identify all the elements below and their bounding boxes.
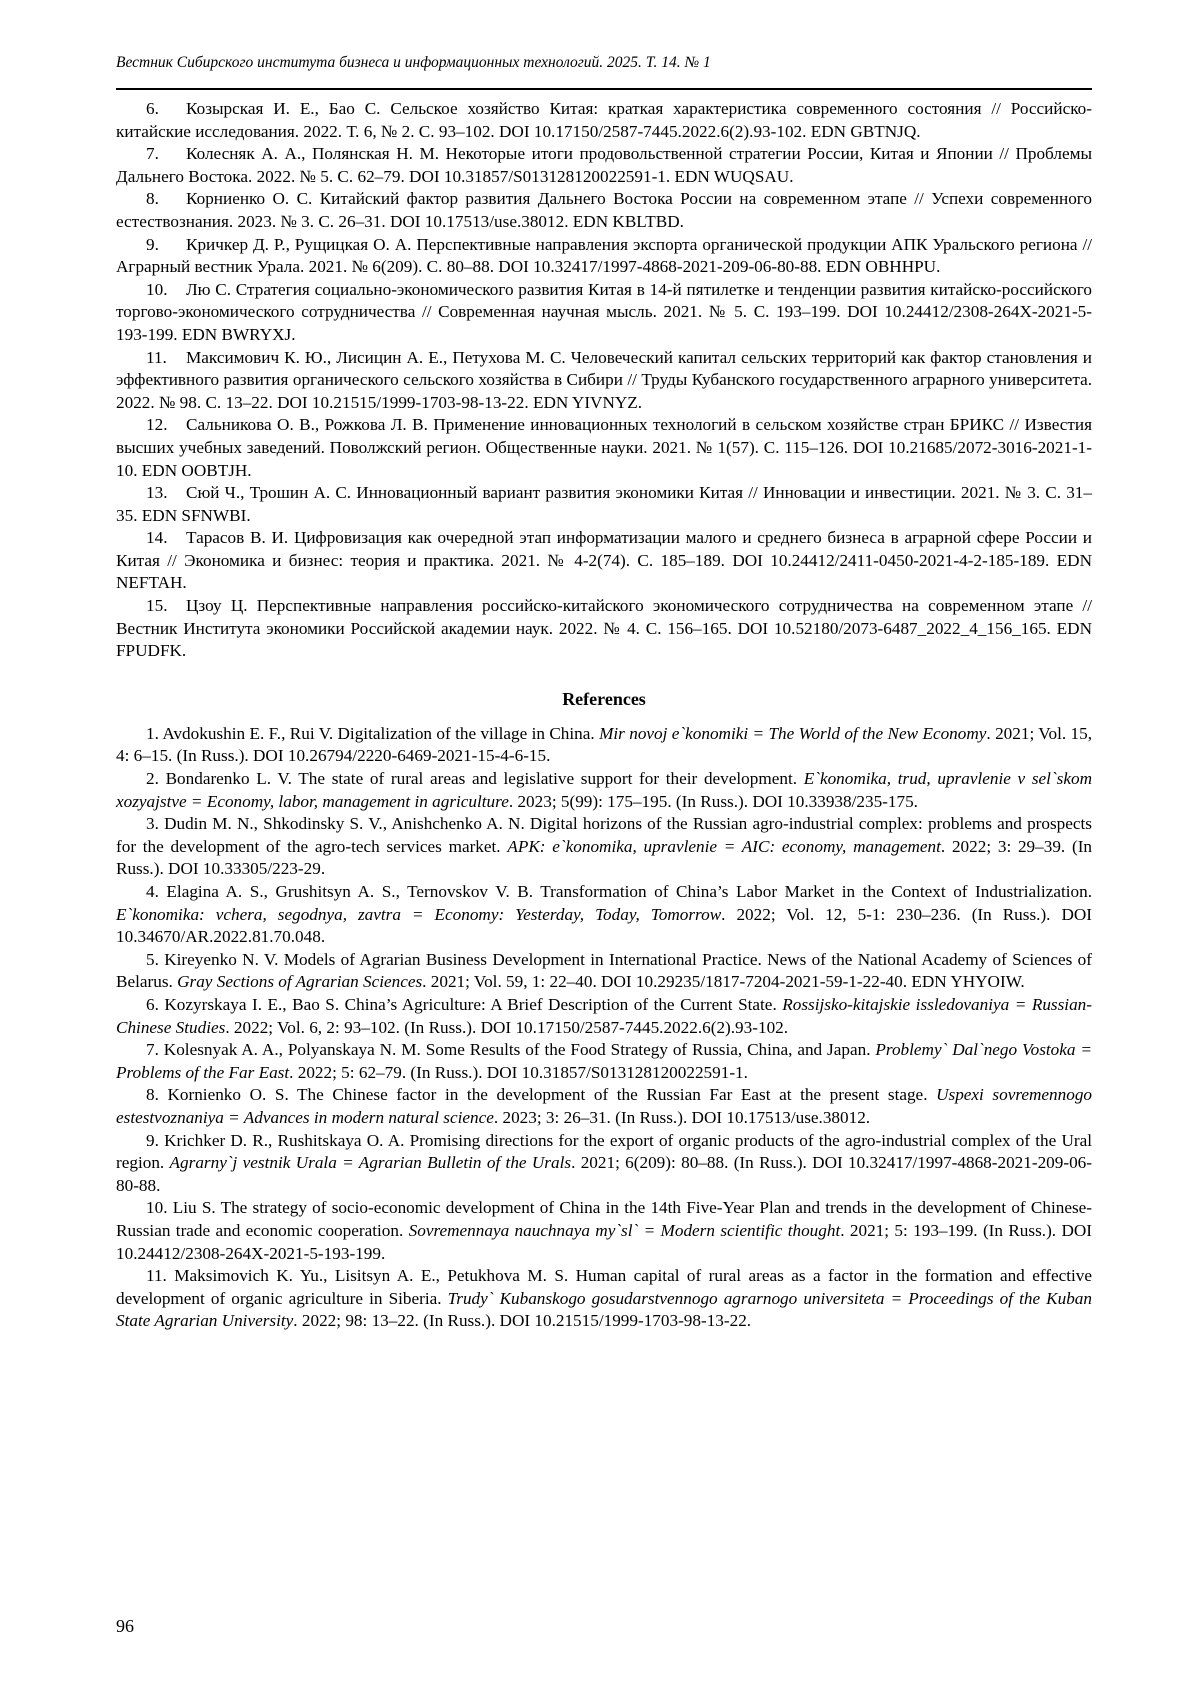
reference-source: Agrarny`j vestnik Urala = Agrarian Bulletin of the Urals	[170, 1153, 572, 1172]
reference-text: 7. Kolesnyak A. A., Polyanskaya N. M. Some Results of the Food Strategy of Russia, China, and Japan.	[146, 1040, 875, 1059]
english-reference-list	[116, 723, 1092, 1333]
reference-number: 14.	[146, 527, 186, 550]
reference-item	[116, 234, 1092, 279]
running-header: Вестник Сибирского института бизнеса и информационных технологий. 2025. Т. 14. № 1	[116, 52, 1092, 74]
reference-details: . 2021; Vol. 15, 4: 6–15. (In Russ.). DOI 10.26794/2220-6469-2021-15-4-6-15.	[116, 724, 1092, 766]
page	[116, 52, 1092, 1333]
reference-text: 11. Maksimovich K. Yu., Lisitsyn A. E., Petukhova M. S. Human capital of rural areas as a factor in the formation and effective development of organic agriculture in Siberia.	[116, 1266, 1092, 1308]
reference-text: Козырская И. Е., Бао С. Сельское хозяйство Китая: краткая характеристика современного состояния // Российско-китайские исследования. 2022. Т. 6, № 2. С. 93–102. DOI 10.17150/2587-7445.2022.6(2).93-102. EDN GBTNJQ.	[116, 99, 1092, 141]
reference-item	[116, 1265, 1092, 1333]
reference-text: Сюй Ч., Трошин А. С. Инновационный вариант развития экономики Китая // Инновации и инвестиции. 2021. № 3. С. 31–35. EDN SFNWBI.	[116, 483, 1092, 525]
reference-item	[116, 1084, 1092, 1129]
reference-item	[116, 1130, 1092, 1198]
references-heading: References	[116, 687, 1092, 711]
reference-source: APK: e`konomika, upravlenie = AIC: economy, management	[507, 837, 941, 856]
reference-text: 3. Dudin M. N., Shkodinsky S. V., Anishchenko A. N. Digital horizons of the Russian agro-industrial complex: problems and prospects for the development of the agro-tech services market.	[116, 814, 1092, 856]
reference-text: 2. Bondarenko L. V. The state of rural areas and legislative support for their development.	[146, 769, 804, 788]
reference-item	[116, 1197, 1092, 1265]
reference-item	[116, 98, 1092, 143]
reference-number: 6.	[146, 98, 186, 121]
reference-source: E`konomika, trud, upravlenie v sel`skom xozyajstve = Economy, labor, management in agriculture	[116, 769, 1092, 811]
reference-text: Максимович К. Ю., Лисицин А. Е., Петухова М. С. Человеческий капитал сельских территорий как фактор становления и эффективного развития органического сельского хозяйства в Сибири // Труды Кубанского государственного аграрного университета. 2022. № 98. С. 13–22. DOI 10.21515/1999-1703-98-13-22. EDN YIVNYZ.	[116, 348, 1092, 412]
reference-number: 8.	[146, 188, 186, 211]
reference-details: . 2023; 3: 26–31. (In Russ.). DOI 10.17513/use.38012.	[494, 1108, 870, 1127]
reference-item	[116, 994, 1092, 1039]
reference-item	[116, 595, 1092, 663]
reference-source: Problemy` Dal`nego Vostoka = Problems of the Far East	[116, 1040, 1092, 1082]
reference-item	[116, 768, 1092, 813]
reference-text: Лю С. Стратегия социально-экономического развития Китая в 14-й пятилетке и тенденции развития китайско-российского торгово-экономического сотрудничества // Современная научная мысль. 2021. № 5. С. 193–199. DOI 10.24412/2308-264X-2021-5-193-199. EDN BWRYXJ.	[116, 280, 1092, 344]
reference-item	[116, 482, 1092, 527]
reference-item	[116, 143, 1092, 188]
reference-item	[116, 347, 1092, 415]
reference-text: 10. Liu S. The strategy of socio-economic development of China in the 14th Five-Year Plan and trends in the development of Chinese-Russian trade and economic cooperation.	[116, 1198, 1092, 1240]
reference-item	[116, 188, 1092, 233]
reference-text: Колесняк А. А., Полянская Н. М. Некоторые итоги продовольственной стратегии России, Китая и Японии // Проблемы Дальнего Востока. 2022. № 5. С. 62–79. DOI 10.31857/S013128120022591-1. EDN WUQSAU.	[116, 144, 1092, 186]
reference-number: 10.	[146, 279, 186, 302]
reference-details: . 2022; Vol. 6, 2: 93–102. (In Russ.). DOI 10.17150/2587-7445.2022.6(2).93-102.	[225, 1018, 788, 1037]
reference-text: Сальникова О. В., Рожкова Л. В. Применение инновационных технологий в сельском хозяйстве стран БРИКС // Известия высших учебных заведений. Поволжский регион. Общественные науки. 2021. № 1(57). С. 115–126. DOI 10.21685/2072-3016-2021-1-10. EDN OOBTJH.	[116, 415, 1092, 479]
reference-item	[116, 414, 1092, 482]
reference-text: 8. Kornienko O. S. The Chinese factor in the development of the Russian Far East at the present stage.	[146, 1085, 936, 1104]
header-rule	[116, 88, 1092, 90]
reference-number: 11.	[146, 347, 186, 370]
reference-text: Тарасов В. И. Цифровизация как очередной этап информатизации малого и среднего бизнеса в аграрной сфере России и Китая // Экономика и бизнес: теория и практика. 2021. № 4-2(74). С. 185–189. DOI 10.24412/2411-0450-2021-4-2-185-189. EDN NEFTAH.	[116, 528, 1092, 592]
reference-text: Цзоу Ц. Перспективные направления российско-китайского экономического сотрудничества на современном этапе // Вестник Института экономики Российской академии наук. 2022. № 4. С. 156–165. DOI 10.52180/2073-6487_2022_4_156_165. EDN FPUDFK.	[116, 596, 1092, 660]
reference-number: 13.	[146, 482, 186, 505]
reference-details: . 2022; Vol. 12, 5-1: 230–236. (In Russ.). DOI 10.34670/AR.2022.81.70.048.	[116, 905, 1092, 947]
reference-text: Корниенко О. С. Китайский фактор развития Дальнего Востока России на современном этапе // Успехи современного естествознания. 2023. № 3. С. 26–31. DOI 10.17513/use.38012. EDN KBLTBD.	[116, 189, 1092, 231]
reference-number: 12.	[146, 414, 186, 437]
reference-text: 6. Kozyrskaya I. E., Bao S. China’s Agriculture: A Brief Description of the Current State.	[146, 995, 782, 1014]
reference-details: . 2021; 6(209): 80–88. (In Russ.). DOI 10.32417/1997-4868-2021-209-06-80-88.	[116, 1153, 1092, 1195]
reference-details: . 2021; Vol. 59, 1: 22–40. DOI 10.29235/1817-7204-2021-59-1-22-40. EDN YHYOIW.	[422, 972, 1024, 991]
reference-text: 5. Kireyenko N. V. Models of Agrarian Business Development in International Practice. News of the National Academy of Sciences of Belarus.	[116, 950, 1092, 992]
reference-item	[116, 813, 1092, 881]
reference-number: 7.	[146, 143, 186, 166]
reference-item	[116, 723, 1092, 768]
reference-details: . 2022; 5: 62–79. (In Russ.). DOI 10.31857/S013128120022591-1.	[289, 1063, 748, 1082]
reference-source: Rossijsko-kitajskie issledovaniya = Russian-Chinese Studies	[116, 995, 1092, 1037]
reference-text: Кричкер Д. Р., Рущицкая О. А. Перспективные направления экспорта органической продукции АПК Уральского региона // Аграрный вестник Урала. 2021. № 6(209). С. 80–88. DOI 10.32417/1997-4868-2021-209-06-80-88. EDN OBHHPU.	[116, 235, 1092, 277]
reference-item	[116, 881, 1092, 949]
reference-source: Uspexi sovremennogo estestvoznaniya = Advances in modern natural science	[116, 1085, 1092, 1127]
reference-text: 4. Elagina A. S., Grushitsyn A. S., Ternovskov V. B. Transformation of China’s Labor Market in the Context of Industrialization.	[146, 882, 1092, 901]
reference-source: E`konomika: vchera, segodnya, zavtra = Economy: Yesterday, Today, Tomorrow	[116, 905, 721, 924]
reference-source: Trudy` Kubanskogo gosudarstvennogo agrarnogo universiteta = Proceedings of the Kuban State Agrarian University	[116, 1289, 1092, 1331]
page-number: 96	[116, 1616, 134, 1637]
reference-number: 9.	[146, 234, 186, 257]
reference-text: 9. Krichker D. R., Rushitskaya O. A. Promising directions for the export of organic products of the agro-industrial complex of the Ural region.	[116, 1131, 1092, 1173]
reference-item	[116, 1039, 1092, 1084]
reference-details: . 2022; 98: 13–22. (In Russ.). DOI 10.21515/1999-1703-98-13-22.	[293, 1311, 751, 1330]
reference-details: . 2021; 5: 193–199. (In Russ.). DOI 10.24412/2308-264X-2021-5-193-199.	[116, 1221, 1092, 1263]
reference-text: 1. Avdokushin E. F., Rui V. Digitalization of the village in China.	[146, 724, 599, 743]
reference-source: Gray Sections of Agrarian Sciences	[177, 972, 422, 991]
reference-details: . 2023; 5(99): 175–195. (In Russ.). DOI 10.33938/235-175.	[509, 792, 918, 811]
reference-item	[116, 527, 1092, 595]
reference-source: Sovremennaya nauchnaya my`sl` = Modern scientific thought	[409, 1221, 841, 1240]
reference-details: . 2022; 3: 29–39. (In Russ.). DOI 10.33305/223-29.	[116, 837, 1092, 879]
reference-item	[116, 949, 1092, 994]
reference-number: 15.	[146, 595, 186, 618]
reference-item	[116, 279, 1092, 347]
russian-reference-list	[116, 98, 1092, 663]
reference-source: Mir novoj e`konomiki = The World of the New Economy	[599, 724, 986, 743]
